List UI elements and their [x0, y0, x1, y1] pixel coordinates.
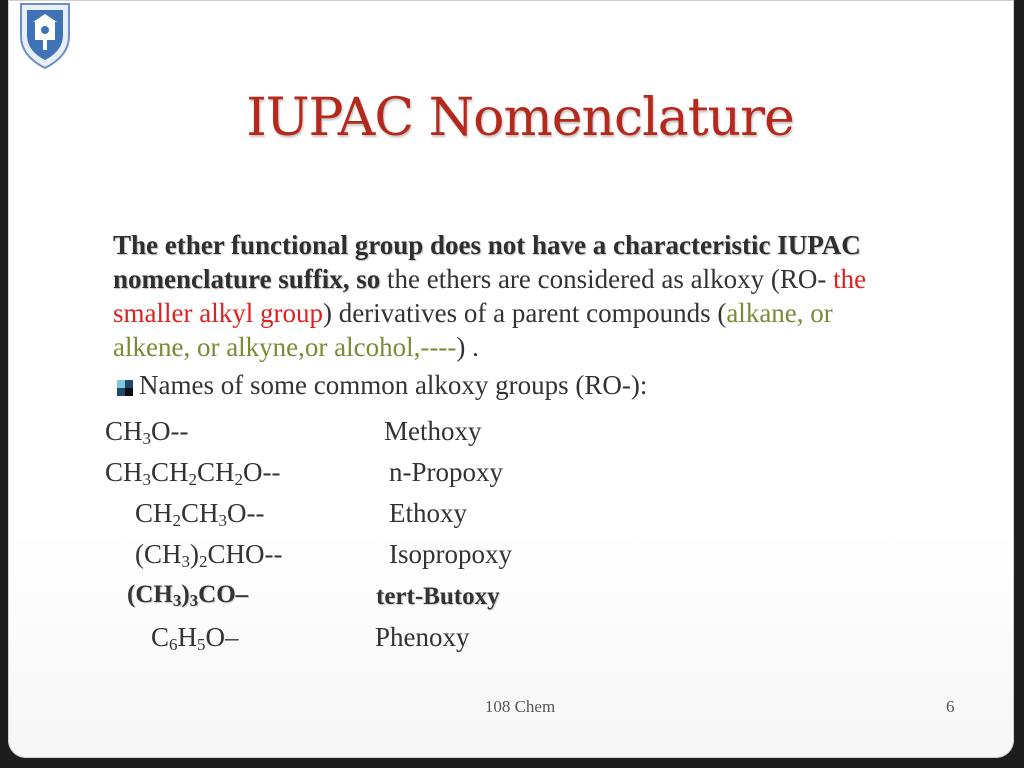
- group-row-ethoxy-formula: $CH_2CH_3O--$: [135, 498, 265, 530]
- group-row-tert-butoxy-formula: $(CH_3)_3CO-$: [127, 581, 249, 610]
- group-row-isopropoxy-formula: $(CH_3)_2CHO--$: [135, 539, 283, 571]
- group-row-propoxy-formula: $CH_3CH_2CH_2O--$: [105, 457, 281, 489]
- intro-plain: the ethers are considered as alkoxy (RO-: [380, 264, 834, 294]
- page-number: 6: [946, 697, 955, 716]
- group-row-tert-butoxy-name: tert-Butoxy: [376, 583, 500, 610]
- group-row-propoxy-name: n-Propoxy: [389, 457, 503, 487]
- intro-plain-2: ) derivatives of a parent compounds (: [322, 298, 727, 328]
- bullet-line: [113, 368, 913, 402]
- intro-red: the smaller alkyl group: [113, 264, 867, 328]
- group-row-methoxy-name: Methoxy: [384, 416, 482, 446]
- intro-plain-3: ) .: [456, 332, 479, 362]
- intro-olive: alkane, or alkene, or alkyne,or alcohol,----: [113, 298, 833, 362]
- page-title: IUPAC Nomenclature: [246, 88, 794, 148]
- slide: [8, 0, 1014, 758]
- university-crest-icon: [15, 0, 75, 70]
- intro-paragraph: [113, 228, 913, 402]
- bullet-text: Names of some common alkoxy groups (RO-):: [139, 370, 648, 400]
- group-row-methoxy-formula: $CH_3O--$: [105, 416, 189, 448]
- footer-course: 108 Chem: [484, 697, 556, 716]
- group-row-phenoxy-name: Phenoxy: [375, 622, 470, 652]
- group-row-phenoxy-formula: $C_6H_5O-$: [151, 622, 239, 654]
- checkered-square-bullet-icon: [117, 380, 133, 396]
- group-row-ethoxy-name: Ethoxy: [389, 498, 467, 528]
- intro-bold: The ether functional group does not have a characteristic IUPAC nomenclature suffix, so: [113, 230, 861, 294]
- group-row-isopropoxy-name: Isopropoxy: [389, 539, 512, 569]
